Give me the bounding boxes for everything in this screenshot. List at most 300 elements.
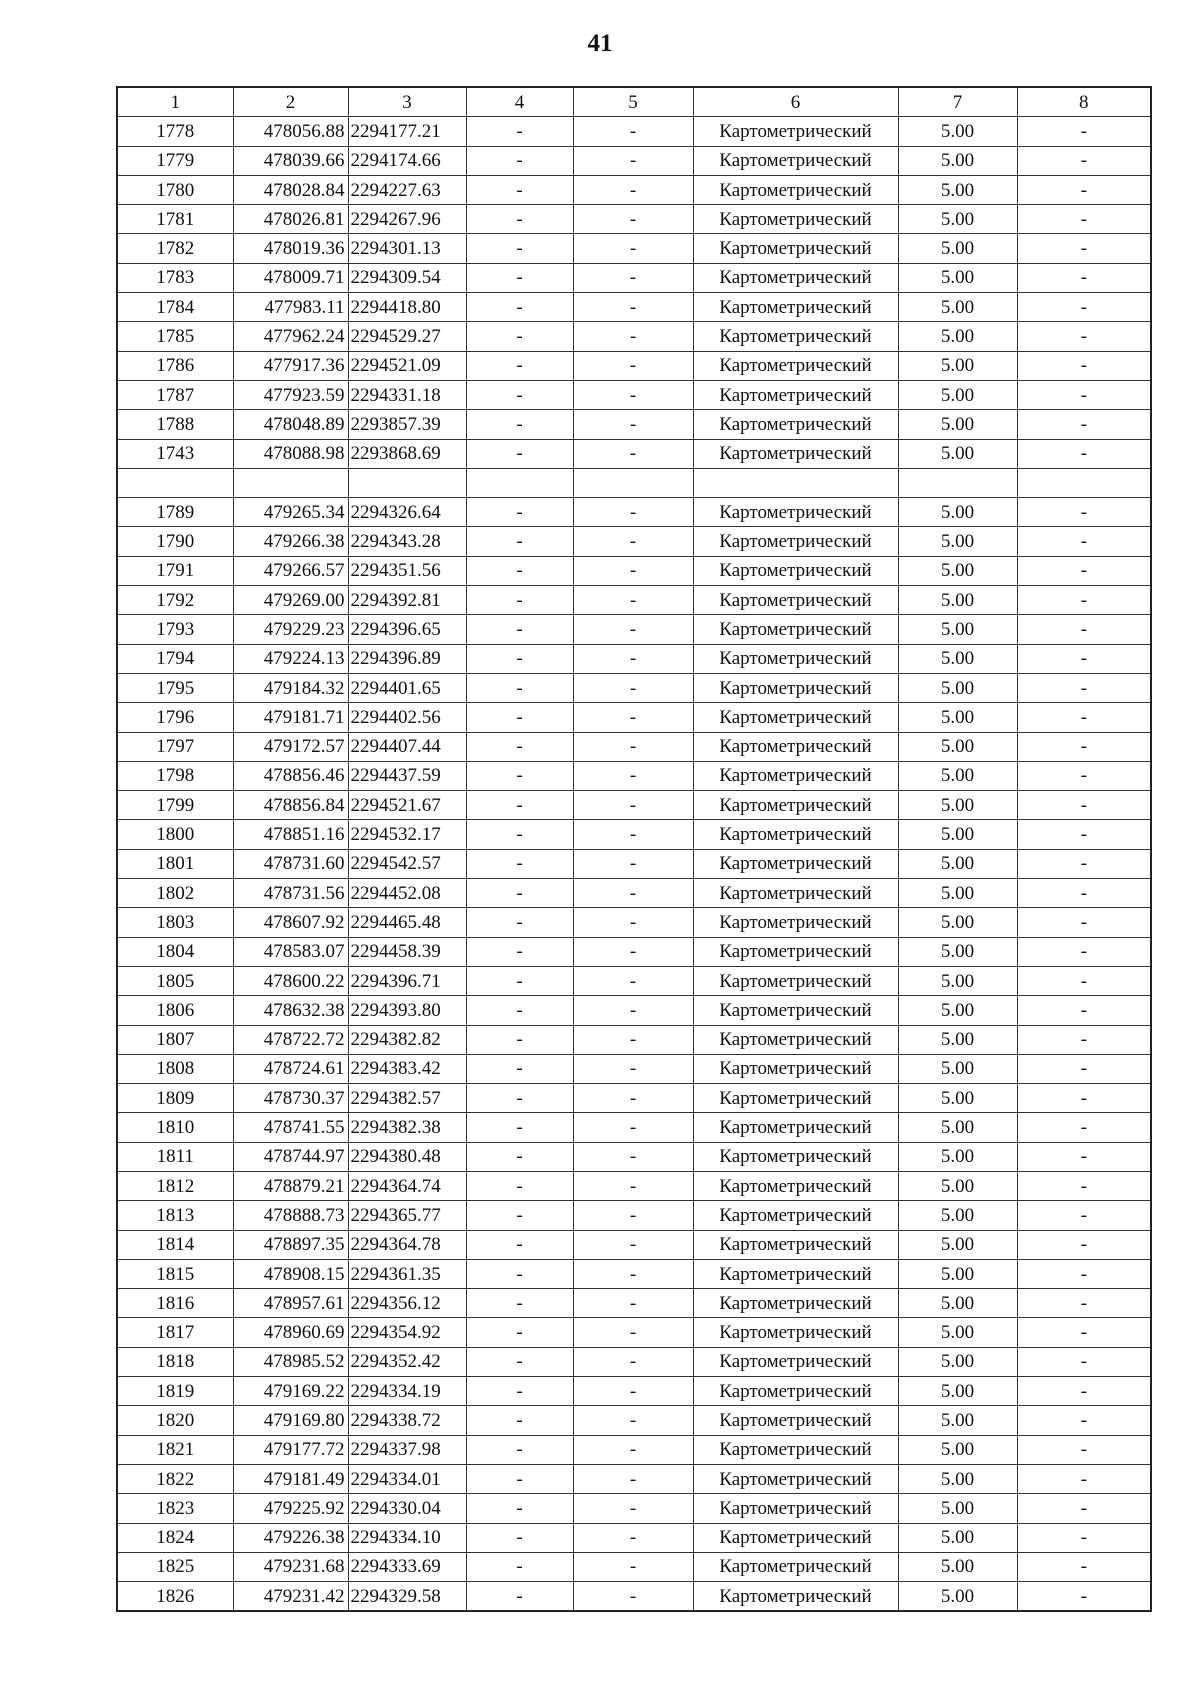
point-number-cell: 1823 <box>117 1494 233 1523</box>
col-5-cell: - <box>573 761 693 790</box>
table-row <box>117 761 1151 790</box>
method-cell: Картометрический <box>693 556 898 585</box>
accuracy-cell: 5.00 <box>898 761 1017 790</box>
method-cell: Картометрический <box>693 761 898 790</box>
col-8-cell: - <box>1017 937 1151 966</box>
accuracy-cell: 5.00 <box>898 1464 1017 1493</box>
point-number-cell: 1825 <box>117 1552 233 1581</box>
x-coordinate-cell: 479231.42 <box>233 1582 348 1612</box>
col-8-cell: - <box>1017 1582 1151 1612</box>
table-row <box>117 527 1151 556</box>
x-coordinate-cell: 478731.56 <box>233 879 348 908</box>
col-4-cell: - <box>466 1054 573 1083</box>
coordinates-table <box>116 86 1152 1612</box>
col-4-cell: - <box>466 410 573 439</box>
y-coordinate-cell <box>348 468 466 497</box>
col-4-cell: - <box>466 556 573 585</box>
x-coordinate-cell: 479224.13 <box>233 644 348 673</box>
col-4-cell: - <box>466 439 573 468</box>
col-5-cell: - <box>573 1142 693 1171</box>
table-row <box>117 703 1151 732</box>
x-coordinate-cell: 478957.61 <box>233 1289 348 1318</box>
column-header-8: 8 <box>1017 87 1151 117</box>
col-5-cell: - <box>573 1523 693 1552</box>
col-5-cell: - <box>573 1230 693 1259</box>
x-coordinate-cell: 478026.81 <box>233 205 348 234</box>
y-coordinate-cell: 2294521.67 <box>348 791 466 820</box>
accuracy-cell: 5.00 <box>898 1171 1017 1200</box>
point-number-cell: 1792 <box>117 586 233 615</box>
x-coordinate-cell: 479177.72 <box>233 1435 348 1464</box>
table-row <box>117 879 1151 908</box>
x-coordinate-cell: 478722.72 <box>233 1025 348 1054</box>
y-coordinate-cell: 2294267.96 <box>348 205 466 234</box>
method-cell: Картометрический <box>693 1259 898 1288</box>
col-4-cell: - <box>466 879 573 908</box>
col-4-cell: - <box>466 1025 573 1054</box>
y-coordinate-cell: 2294329.58 <box>348 1582 466 1612</box>
col-5-cell: - <box>573 996 693 1025</box>
col-4-cell: - <box>466 586 573 615</box>
col-4-cell: - <box>466 117 573 146</box>
x-coordinate-cell: 479169.22 <box>233 1377 348 1406</box>
table-row <box>117 263 1151 292</box>
point-number-cell: 1813 <box>117 1201 233 1230</box>
x-coordinate-cell: 478600.22 <box>233 966 348 995</box>
method-cell: Картометрический <box>693 1318 898 1347</box>
point-number-cell: 1799 <box>117 791 233 820</box>
x-coordinate-cell: 477917.36 <box>233 351 348 380</box>
col-8-cell: - <box>1017 1025 1151 1054</box>
method-cell: Картометрический <box>693 879 898 908</box>
col-8-cell: - <box>1017 791 1151 820</box>
col-8-cell: - <box>1017 1201 1151 1230</box>
x-coordinate-cell: 478048.89 <box>233 410 348 439</box>
col-8-cell: - <box>1017 1435 1151 1464</box>
col-4-cell: - <box>466 498 573 527</box>
col-4-cell: - <box>466 673 573 702</box>
table-row <box>117 673 1151 702</box>
y-coordinate-cell: 2294407.44 <box>348 732 466 761</box>
col-5-cell: - <box>573 1318 693 1347</box>
method-cell: Картометрический <box>693 996 898 1025</box>
point-number-cell: 1812 <box>117 1171 233 1200</box>
col-5-cell: - <box>573 117 693 146</box>
x-coordinate-cell: 478632.38 <box>233 996 348 1025</box>
col-8-cell: - <box>1017 820 1151 849</box>
table-row <box>117 1582 1151 1612</box>
method-cell: Картометрический <box>693 849 898 878</box>
accuracy-cell: 5.00 <box>898 1318 1017 1347</box>
method-cell: Картометрический <box>693 117 898 146</box>
col-5-cell: - <box>573 586 693 615</box>
x-coordinate-cell: 479266.38 <box>233 527 348 556</box>
col-4-cell: - <box>466 732 573 761</box>
point-number-cell: 1793 <box>117 615 233 644</box>
col-4-cell <box>466 468 573 497</box>
accuracy-cell: 5.00 <box>898 322 1017 351</box>
y-coordinate-cell: 2294364.74 <box>348 1171 466 1200</box>
col-8-cell: - <box>1017 498 1151 527</box>
col-4-cell: - <box>466 791 573 820</box>
col-8-cell: - <box>1017 879 1151 908</box>
method-cell: Картометрический <box>693 1552 898 1581</box>
column-header-5: 5 <box>573 87 693 117</box>
method-cell: Картометрический <box>693 1142 898 1171</box>
col-8-cell: - <box>1017 966 1151 995</box>
x-coordinate-cell <box>233 468 348 497</box>
table-row <box>117 1289 1151 1318</box>
col-5-cell: - <box>573 1494 693 1523</box>
x-coordinate-cell: 478607.92 <box>233 908 348 937</box>
col-4-cell: - <box>466 820 573 849</box>
accuracy-cell: 5.00 <box>898 380 1017 409</box>
col-5-cell: - <box>573 146 693 175</box>
method-cell: Картометрический <box>693 1025 898 1054</box>
y-coordinate-cell: 2294227.63 <box>348 175 466 204</box>
col-8-cell: - <box>1017 439 1151 468</box>
point-number-cell: 1787 <box>117 380 233 409</box>
y-coordinate-cell: 2294392.81 <box>348 586 466 615</box>
col-5-cell: - <box>573 556 693 585</box>
table-row <box>117 791 1151 820</box>
col-4-cell: - <box>466 703 573 732</box>
col-4-cell: - <box>466 1377 573 1406</box>
point-number-cell: 1798 <box>117 761 233 790</box>
table-row <box>117 1201 1151 1230</box>
col-8-cell: - <box>1017 205 1151 234</box>
point-number-cell: 1800 <box>117 820 233 849</box>
col-8-cell: - <box>1017 1259 1151 1288</box>
method-cell: Картометрический <box>693 791 898 820</box>
col-5-cell: - <box>573 498 693 527</box>
col-4-cell: - <box>466 1171 573 1200</box>
column-header-3: 3 <box>348 87 466 117</box>
x-coordinate-cell: 479181.49 <box>233 1464 348 1493</box>
accuracy-cell: 5.00 <box>898 996 1017 1025</box>
col-4-cell: - <box>466 644 573 673</box>
point-number-cell: 1780 <box>117 175 233 204</box>
col-4-cell: - <box>466 293 573 322</box>
method-cell: Картометрический <box>693 439 898 468</box>
column-header-6: 6 <box>693 87 898 117</box>
y-coordinate-cell: 2294351.56 <box>348 556 466 585</box>
point-number-cell: 1789 <box>117 498 233 527</box>
col-8-cell: - <box>1017 1406 1151 1435</box>
x-coordinate-cell: 478879.21 <box>233 1171 348 1200</box>
table-row <box>117 1464 1151 1493</box>
col-8-cell: - <box>1017 1230 1151 1259</box>
accuracy-cell: 5.00 <box>898 1259 1017 1288</box>
col-4-cell: - <box>466 146 573 175</box>
y-coordinate-cell: 2294343.28 <box>348 527 466 556</box>
y-coordinate-cell: 2294382.38 <box>348 1113 466 1142</box>
accuracy-cell: 5.00 <box>898 1113 1017 1142</box>
method-cell: Картометрический <box>693 234 898 263</box>
col-8-cell: - <box>1017 556 1151 585</box>
col-8-cell: - <box>1017 761 1151 790</box>
x-coordinate-cell: 478028.84 <box>233 175 348 204</box>
x-coordinate-cell: 478856.46 <box>233 761 348 790</box>
col-8-cell: - <box>1017 527 1151 556</box>
col-4-cell: - <box>466 380 573 409</box>
col-8-cell <box>1017 468 1151 497</box>
accuracy-cell: 5.00 <box>898 1435 1017 1464</box>
col-4-cell: - <box>466 1318 573 1347</box>
accuracy-cell: 5.00 <box>898 908 1017 937</box>
col-8-cell: - <box>1017 615 1151 644</box>
point-number-cell: 1809 <box>117 1084 233 1113</box>
col-8-cell: - <box>1017 1171 1151 1200</box>
y-coordinate-cell: 2294331.18 <box>348 380 466 409</box>
x-coordinate-cell: 478851.16 <box>233 820 348 849</box>
accuracy-cell: 5.00 <box>898 527 1017 556</box>
method-cell: Картометрический <box>693 966 898 995</box>
col-8-cell: - <box>1017 1494 1151 1523</box>
col-8-cell: - <box>1017 1084 1151 1113</box>
col-4-cell: - <box>466 1084 573 1113</box>
y-coordinate-cell: 2294452.08 <box>348 879 466 908</box>
x-coordinate-cell: 478741.55 <box>233 1113 348 1142</box>
x-coordinate-cell: 478088.98 <box>233 439 348 468</box>
method-cell: Картометрический <box>693 673 898 702</box>
accuracy-cell: 5.00 <box>898 498 1017 527</box>
y-coordinate-cell: 2293857.39 <box>348 410 466 439</box>
x-coordinate-cell: 478897.35 <box>233 1230 348 1259</box>
x-coordinate-cell: 479269.00 <box>233 586 348 615</box>
col-8-cell: - <box>1017 732 1151 761</box>
col-5-cell: - <box>573 1025 693 1054</box>
table-row <box>117 1552 1151 1581</box>
accuracy-cell: 5.00 <box>898 586 1017 615</box>
y-coordinate-cell: 2294521.09 <box>348 351 466 380</box>
col-5-cell: - <box>573 1377 693 1406</box>
y-coordinate-cell: 2294382.57 <box>348 1084 466 1113</box>
point-number-cell: 1820 <box>117 1406 233 1435</box>
point-number-cell <box>117 468 233 497</box>
col-5-cell: - <box>573 615 693 644</box>
col-8-cell: - <box>1017 234 1151 263</box>
col-4-cell: - <box>466 966 573 995</box>
point-number-cell: 1824 <box>117 1523 233 1552</box>
col-4-cell: - <box>466 263 573 292</box>
col-8-cell: - <box>1017 673 1151 702</box>
table-row <box>117 1142 1151 1171</box>
y-coordinate-cell: 2294396.89 <box>348 644 466 673</box>
point-number-cell: 1814 <box>117 1230 233 1259</box>
y-coordinate-cell: 2294177.21 <box>348 117 466 146</box>
accuracy-cell: 5.00 <box>898 1494 1017 1523</box>
y-coordinate-cell: 2294402.56 <box>348 703 466 732</box>
col-5-cell: - <box>573 380 693 409</box>
col-5-cell: - <box>573 205 693 234</box>
col-4-cell: - <box>466 234 573 263</box>
point-number-cell: 1797 <box>117 732 233 761</box>
accuracy-cell: 5.00 <box>898 703 1017 732</box>
x-coordinate-cell: 478056.88 <box>233 117 348 146</box>
col-5-cell: - <box>573 322 693 351</box>
point-number-cell: 1815 <box>117 1259 233 1288</box>
method-cell: Картометрический <box>693 1464 898 1493</box>
col-4-cell: - <box>466 351 573 380</box>
col-4-cell: - <box>466 1142 573 1171</box>
col-5-cell: - <box>573 908 693 937</box>
col-8-cell: - <box>1017 644 1151 673</box>
method-cell: Картометрический <box>693 527 898 556</box>
accuracy-cell: 5.00 <box>898 556 1017 585</box>
accuracy-cell: 5.00 <box>898 263 1017 292</box>
col-4-cell: - <box>466 1259 573 1288</box>
col-4-cell: - <box>466 1464 573 1493</box>
col-5-cell: - <box>573 527 693 556</box>
col-5-cell: - <box>573 1084 693 1113</box>
col-5-cell: - <box>573 351 693 380</box>
y-coordinate-cell: 2294401.65 <box>348 673 466 702</box>
x-coordinate-cell: 478744.97 <box>233 1142 348 1171</box>
y-coordinate-cell: 2294174.66 <box>348 146 466 175</box>
y-coordinate-cell: 2294393.80 <box>348 996 466 1025</box>
y-coordinate-cell: 2294301.13 <box>348 234 466 263</box>
point-number-cell: 1803 <box>117 908 233 937</box>
point-number-cell: 1781 <box>117 205 233 234</box>
col-8-cell: - <box>1017 1318 1151 1347</box>
column-header-2: 2 <box>233 87 348 117</box>
point-number-cell: 1778 <box>117 117 233 146</box>
y-coordinate-cell: 2294356.12 <box>348 1289 466 1318</box>
y-coordinate-cell: 2294437.59 <box>348 761 466 790</box>
y-coordinate-cell: 2294380.48 <box>348 1142 466 1171</box>
col-8-cell: - <box>1017 586 1151 615</box>
method-cell: Картометрический <box>693 937 898 966</box>
col-8-cell: - <box>1017 908 1151 937</box>
y-coordinate-cell: 2294365.77 <box>348 1201 466 1230</box>
accuracy-cell: 5.00 <box>898 1230 1017 1259</box>
col-5-cell: - <box>573 1171 693 1200</box>
col-8-cell: - <box>1017 322 1151 351</box>
table-row <box>117 908 1151 937</box>
accuracy-cell: 5.00 <box>898 732 1017 761</box>
point-number-cell: 1821 <box>117 1435 233 1464</box>
method-cell: Картометрический <box>693 1113 898 1142</box>
method-cell: Картометрический <box>693 293 898 322</box>
table-row <box>117 937 1151 966</box>
accuracy-cell: 5.00 <box>898 1523 1017 1552</box>
col-4-cell: - <box>466 1113 573 1142</box>
point-number-cell: 1795 <box>117 673 233 702</box>
x-coordinate-cell: 478960.69 <box>233 1318 348 1347</box>
point-number-cell: 1801 <box>117 849 233 878</box>
method-cell: Картометрический <box>693 1435 898 1464</box>
x-coordinate-cell: 478908.15 <box>233 1259 348 1288</box>
x-coordinate-cell: 479172.57 <box>233 732 348 761</box>
table-row <box>117 1494 1151 1523</box>
table-row <box>117 1377 1151 1406</box>
y-coordinate-cell: 2294330.04 <box>348 1494 466 1523</box>
y-coordinate-cell: 2294326.64 <box>348 498 466 527</box>
table-row <box>117 1084 1151 1113</box>
point-number-cell: 1806 <box>117 996 233 1025</box>
table-row <box>117 322 1151 351</box>
col-8-cell: - <box>1017 703 1151 732</box>
col-4-cell: - <box>466 937 573 966</box>
table-row <box>117 1171 1151 1200</box>
accuracy-cell: 5.00 <box>898 615 1017 644</box>
x-coordinate-cell: 478856.84 <box>233 791 348 820</box>
col-5-cell: - <box>573 1435 693 1464</box>
table-row <box>117 380 1151 409</box>
x-coordinate-cell: 479231.68 <box>233 1552 348 1581</box>
table-row <box>117 146 1151 175</box>
page-number: 41 <box>587 30 613 57</box>
method-cell: Картометрический <box>693 1084 898 1113</box>
y-coordinate-cell: 2294338.72 <box>348 1406 466 1435</box>
col-5-cell: - <box>573 849 693 878</box>
col-4-cell: - <box>466 1523 573 1552</box>
table-row <box>117 996 1151 1025</box>
col-8-cell: - <box>1017 380 1151 409</box>
col-4-cell: - <box>466 205 573 234</box>
y-coordinate-cell: 2294465.48 <box>348 908 466 937</box>
accuracy-cell: 5.00 <box>898 1552 1017 1581</box>
accuracy-cell: 5.00 <box>898 351 1017 380</box>
col-4-cell: - <box>466 322 573 351</box>
accuracy-cell: 5.00 <box>898 205 1017 234</box>
table-row <box>117 586 1151 615</box>
accuracy-cell: 5.00 <box>898 1406 1017 1435</box>
accuracy-cell: 5.00 <box>898 1142 1017 1171</box>
accuracy-cell: 5.00 <box>898 1054 1017 1083</box>
col-5-cell: - <box>573 175 693 204</box>
col-5-cell: - <box>573 937 693 966</box>
y-coordinate-cell: 2294396.65 <box>348 615 466 644</box>
accuracy-cell: 5.00 <box>898 966 1017 995</box>
accuracy-cell: 5.00 <box>898 1582 1017 1612</box>
table-row <box>117 1113 1151 1142</box>
col-4-cell: - <box>466 1552 573 1581</box>
col-8-cell: - <box>1017 1054 1151 1083</box>
x-coordinate-cell: 479181.71 <box>233 703 348 732</box>
method-cell: Картометрический <box>693 1406 898 1435</box>
point-number-cell: 1818 <box>117 1347 233 1376</box>
table-row <box>117 234 1151 263</box>
method-cell: Картометрический <box>693 498 898 527</box>
col-4-cell: - <box>466 1406 573 1435</box>
col-4-cell: - <box>466 1201 573 1230</box>
point-number-cell: 1786 <box>117 351 233 380</box>
table-row <box>117 1406 1151 1435</box>
col-4-cell: - <box>466 849 573 878</box>
table-row <box>117 615 1151 644</box>
col-4-cell: - <box>466 1230 573 1259</box>
point-number-cell: 1785 <box>117 322 233 351</box>
point-number-cell: 1810 <box>117 1113 233 1142</box>
method-cell: Картометрический <box>693 380 898 409</box>
table-row <box>117 498 1151 527</box>
col-8-cell: - <box>1017 117 1151 146</box>
y-coordinate-cell: 2294361.35 <box>348 1259 466 1288</box>
y-coordinate-cell: 2294532.17 <box>348 820 466 849</box>
col-5-cell: - <box>573 1464 693 1493</box>
accuracy-cell: 5.00 <box>898 644 1017 673</box>
accuracy-cell: 5.00 <box>898 1025 1017 1054</box>
col-8-cell: - <box>1017 996 1151 1025</box>
x-coordinate-cell: 479265.34 <box>233 498 348 527</box>
method-cell: Картометрический <box>693 1523 898 1552</box>
table-row <box>117 1025 1151 1054</box>
method-cell: Картометрический <box>693 1494 898 1523</box>
accuracy-cell: 5.00 <box>898 234 1017 263</box>
col-5-cell: - <box>573 1289 693 1318</box>
